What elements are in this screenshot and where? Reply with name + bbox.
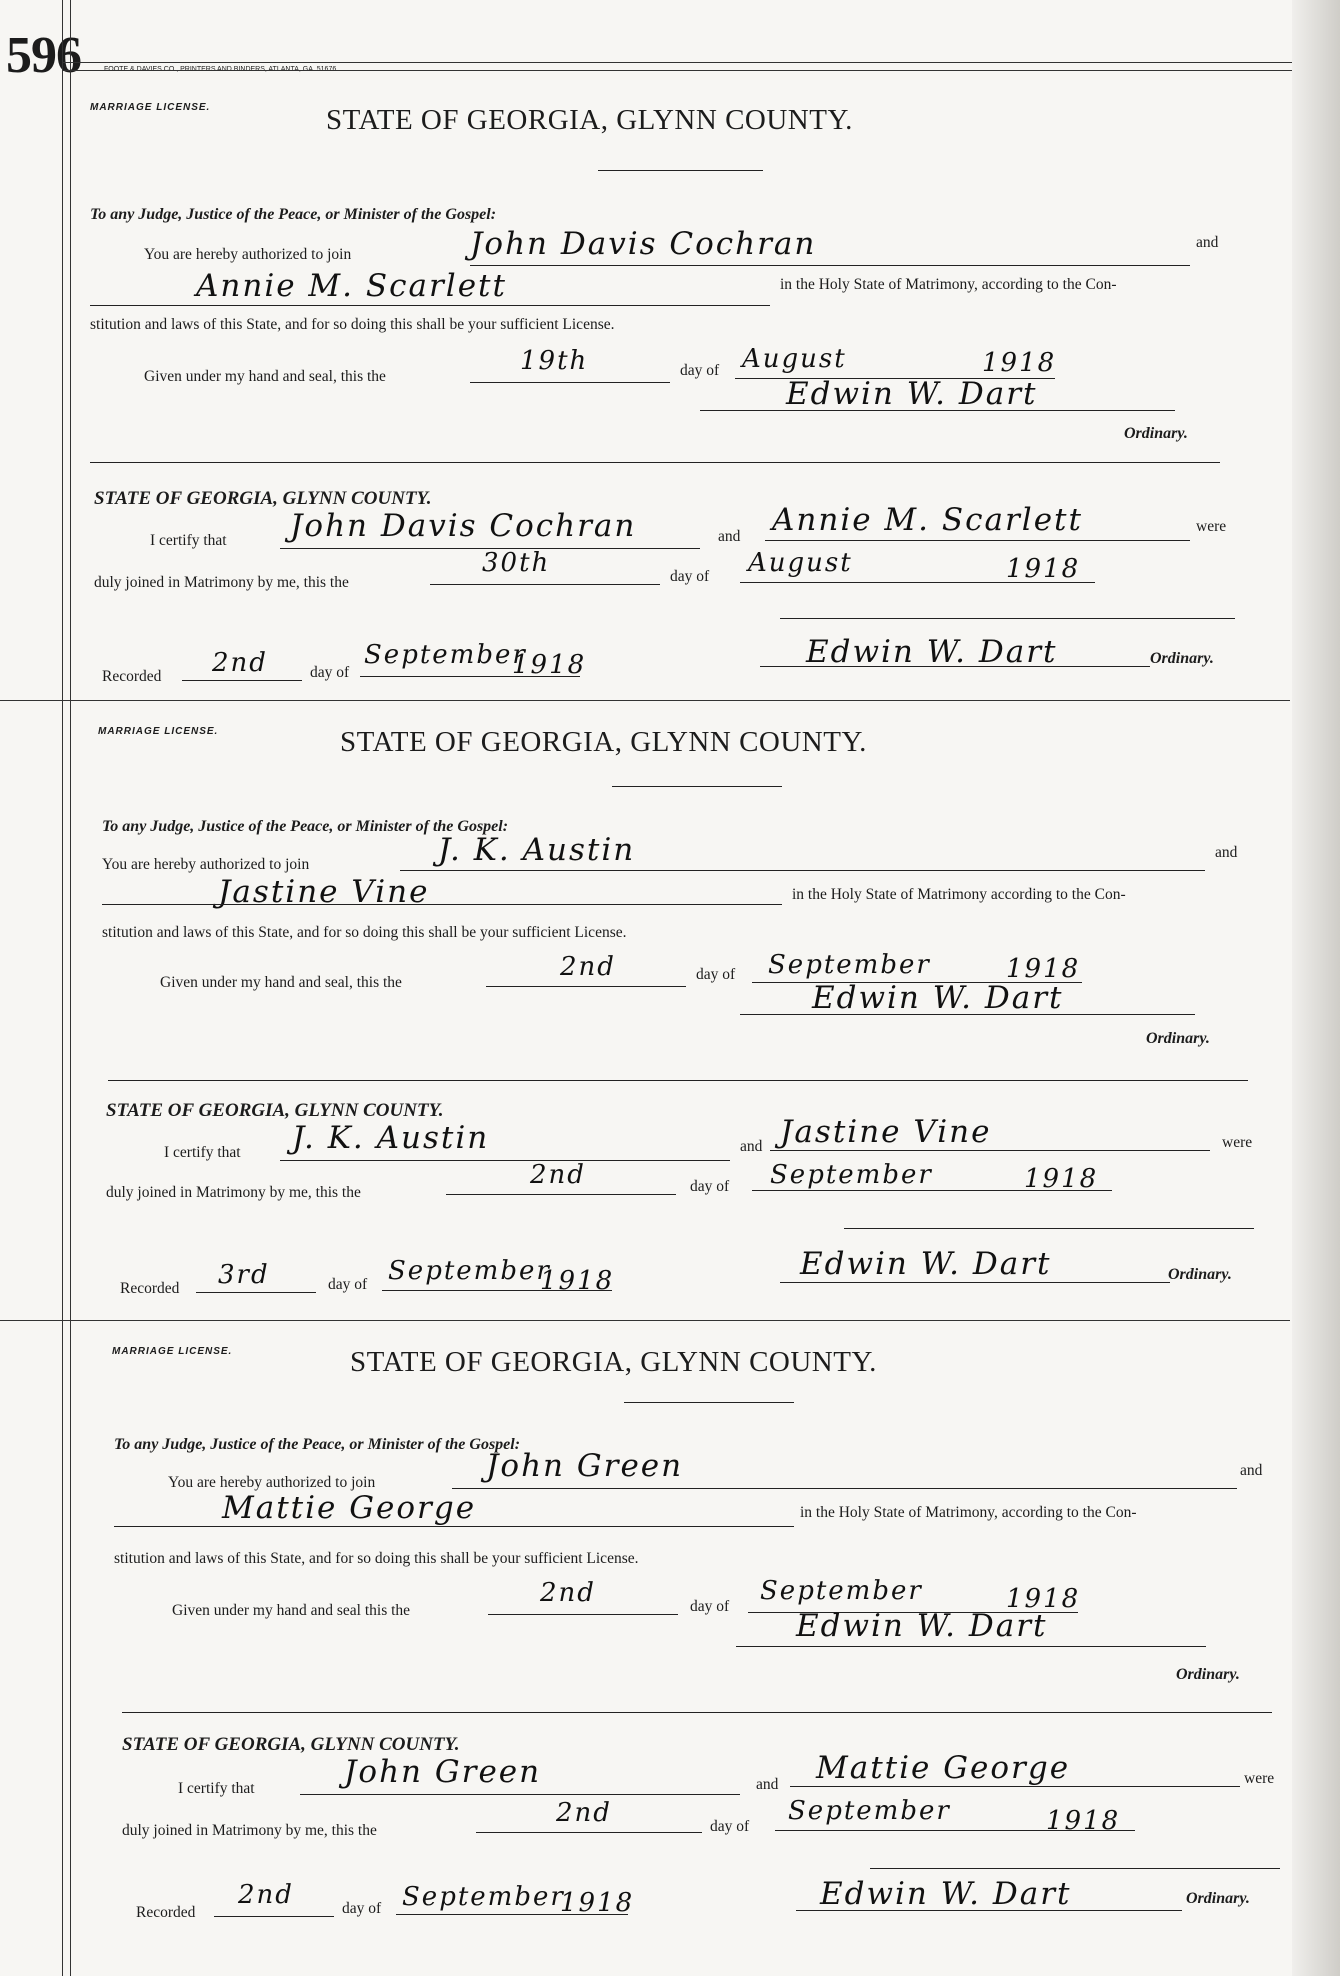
cert-bride-line: [790, 1786, 1240, 1787]
ordinary-label: Ordinary.: [1146, 1030, 1210, 1047]
recorded-day-line: [182, 680, 302, 681]
were-text: were: [1244, 1770, 1275, 1787]
day-of-text: day of: [696, 966, 736, 983]
certify-text: I certify that: [178, 1780, 255, 1797]
recorded-month-line: [360, 676, 580, 677]
section-divider: [108, 1080, 1248, 1081]
groom-name: John Davis Cochran: [470, 226, 817, 262]
marriage-year: 1918: [1046, 1806, 1121, 1836]
groom-name: J. K. Austin: [438, 832, 636, 868]
recorded-ordinary-label: Ordinary.: [1168, 1266, 1232, 1283]
ordinary-label: Ordinary.: [1176, 1666, 1240, 1683]
recorded-day-line: [214, 1916, 334, 1917]
marriage-day: 30th: [482, 548, 551, 578]
certify-text: I certify that: [150, 532, 227, 549]
cert-bride-name: Annie M. Scarlett: [772, 502, 1083, 538]
certificate-heading: STATE OF GEORGIA, GLYNN COUNTY.: [106, 1100, 444, 1121]
groom-line: [470, 265, 1190, 266]
cert-and-text: and: [718, 528, 741, 545]
top-rule-2: [62, 70, 1292, 71]
page-gutter-shadow: [1292, 0, 1340, 1976]
bride-name: Annie M. Scarlett: [196, 268, 507, 304]
bride-name: Jastine Vine: [218, 874, 430, 910]
heading-underline: [624, 1402, 794, 1403]
groom-line: [452, 1488, 1237, 1489]
license-label: MARRIAGE LICENSE.: [112, 1346, 233, 1357]
license-day-line: [488, 1614, 678, 1615]
heading-underline: [612, 786, 782, 787]
marriage-year: 1918: [1024, 1164, 1099, 1194]
cert-groom-name: John Davis Cochran: [290, 508, 637, 544]
and-text: and: [1196, 234, 1219, 251]
recorded-day-of: day of: [328, 1276, 368, 1293]
recorded-month-line: [382, 1290, 612, 1291]
addressee: To any Judge, Justice of the Peace, or Minister of the Gospel:: [114, 1436, 521, 1453]
marriage-month: August: [748, 548, 853, 578]
were-text: were: [1222, 1134, 1253, 1151]
license-year: 1918: [982, 348, 1057, 378]
constitution-text: stitution and laws of this State, and for so doing this shall be your sufficient License.: [90, 316, 615, 333]
addressee: To any Judge, Justice of the Peace, or Minister of the Gospel:: [90, 206, 497, 223]
given-text: Given under my hand and seal, this the: [144, 368, 386, 385]
recorded-day-of: day of: [310, 664, 350, 681]
authorized-text: You are hereby authorized to join: [144, 246, 352, 263]
recorded-signature-line: [796, 1910, 1182, 1911]
marriage-month-line: [775, 1830, 1135, 1831]
signature-line: [736, 1646, 1206, 1647]
cert-blank-line: [870, 1868, 1280, 1869]
marriage-day-of: day of: [670, 568, 710, 585]
signature-line: [700, 410, 1175, 411]
recorded-day: 2nd: [212, 648, 268, 678]
license-heading: STATE OF GEORGIA, GLYNN COUNTY.: [340, 726, 867, 758]
recorded-month-line: [396, 1914, 628, 1915]
day-of-text: day of: [680, 362, 720, 379]
cert-bride-line: [770, 1150, 1210, 1151]
license-day: 2nd: [540, 1578, 596, 1608]
holy-state-text: in the Holy State of Matrimony according to the Con-: [792, 886, 1126, 903]
recorded-day-of: day of: [342, 1900, 382, 1917]
cert-blank-line: [780, 618, 1235, 619]
recorded-day: 2nd: [238, 1880, 294, 1910]
cert-groom-name: J. K. Austin: [292, 1120, 490, 1156]
ordinary-signature: Edwin W. Dart: [786, 376, 1038, 412]
recorded-year: 1918: [512, 650, 587, 680]
recorded-day-line: [196, 1292, 316, 1293]
marriage-month-line: [752, 1190, 1112, 1191]
recorded-month: September: [364, 640, 527, 670]
left-margin-rule-2: [70, 0, 71, 1976]
recorded-signature: Edwin W. Dart: [800, 1246, 1052, 1282]
certificate-heading: STATE OF GEORGIA, GLYNN COUNTY.: [94, 488, 432, 509]
top-rule: [62, 62, 1292, 63]
cert-blank-line: [844, 1228, 1254, 1229]
recorded-year: 1918: [540, 1266, 615, 1296]
license-year: 1918: [1006, 1584, 1081, 1614]
record-separator-1: [0, 700, 1290, 701]
given-text: Given under my hand and seal, this the: [160, 974, 402, 991]
duly-joined-text: duly joined in Matrimony by me, this the: [106, 1184, 361, 1201]
bride-line: [102, 904, 782, 905]
recorded-signature-line: [760, 666, 1150, 667]
constitution-text: stitution and laws of this State, and for so doing this shall be your sufficient License.: [114, 1550, 639, 1567]
marriage-day-line: [430, 584, 660, 585]
page-number: 596: [6, 27, 81, 84]
recorded-year: 1918: [560, 1888, 635, 1918]
recorded-text: Recorded: [120, 1280, 180, 1297]
marriage-day: 2nd: [556, 1798, 612, 1828]
ordinary-signature: Edwin W. Dart: [796, 1608, 1048, 1644]
groom-line: [400, 870, 1205, 871]
marriage-day-of: day of: [690, 1178, 730, 1195]
recorded-signature: Edwin W. Dart: [806, 634, 1058, 670]
license-day-line: [470, 382, 670, 383]
record-separator-2: [0, 1320, 1290, 1321]
addressee: To any Judge, Justice of the Peace, or Minister of the Gospel:: [102, 818, 509, 835]
license-heading: STATE OF GEORGIA, GLYNN COUNTY.: [326, 104, 853, 136]
cert-groom-name: John Green: [344, 1754, 542, 1790]
license-day: 2nd: [560, 952, 616, 982]
certificate-heading: STATE OF GEORGIA, GLYNN COUNTY.: [122, 1734, 460, 1755]
cert-bride-line: [765, 540, 1190, 541]
ordinary-label: Ordinary.: [1124, 425, 1188, 442]
and-text: and: [1215, 844, 1238, 861]
license-month: August: [742, 344, 847, 374]
recorded-signature: Edwin W. Dart: [820, 1876, 1072, 1912]
heading-underline: [598, 170, 763, 171]
marriage-month: September: [788, 1796, 951, 1826]
license-month: September: [768, 950, 931, 980]
holy-state-text: in the Holy State of Matrimony, according to the Con-: [800, 1504, 1137, 1521]
recorded-month: September: [388, 1256, 551, 1286]
recorded-month: September: [402, 1882, 565, 1912]
bride-line: [114, 1526, 794, 1527]
cert-bride-name: Mattie George: [816, 1750, 1071, 1786]
constitution-text: stitution and laws of this State, and for so doing this shall be your sufficient License.: [102, 924, 627, 941]
given-text: Given under my hand and seal this the: [172, 1602, 411, 1619]
cert-groom-line: [300, 1794, 740, 1795]
license-heading: STATE OF GEORGIA, GLYNN COUNTY.: [350, 1346, 877, 1378]
and-text: and: [1240, 1462, 1263, 1479]
recorded-ordinary-label: Ordinary.: [1150, 650, 1214, 667]
printer-imprint: FOOTE & DAVIES CO., PRINTERS AND BINDERS, ATLANTA, GA. 51676.: [104, 66, 339, 73]
certify-text: I certify that: [164, 1144, 241, 1161]
marriage-day: 2nd: [530, 1160, 586, 1190]
marriage-day-line: [446, 1194, 676, 1195]
section-divider: [122, 1712, 1272, 1713]
license-day: 19th: [520, 346, 589, 376]
duly-joined-text: duly joined in Matrimony by me, this the: [94, 574, 349, 591]
recorded-signature-line: [780, 1282, 1170, 1283]
authorized-text: You are hereby authorized to join: [168, 1474, 376, 1491]
ordinary-signature: Edwin W. Dart: [812, 980, 1064, 1016]
duly-joined-text: duly joined in Matrimony by me, this the: [122, 1822, 377, 1839]
license-label: MARRIAGE LICENSE.: [98, 726, 219, 737]
marriage-month: September: [770, 1160, 933, 1190]
recorded-text: Recorded: [136, 1904, 196, 1921]
recorded-text: Recorded: [102, 668, 162, 685]
cert-groom-line: [280, 1160, 730, 1161]
signature-line: [740, 1014, 1195, 1015]
left-margin-rule: [62, 0, 63, 1976]
section-divider: [90, 462, 1220, 463]
were-text: were: [1196, 518, 1227, 535]
authorized-text: You are hereby authorized to join: [102, 856, 310, 873]
holy-state-text: in the Holy State of Matrimony, according to the Con-: [780, 276, 1117, 293]
cert-and-text: and: [756, 1776, 779, 1793]
bride-name: Mattie George: [222, 1490, 477, 1526]
license-label: MARRIAGE LICENSE.: [90, 102, 211, 113]
marriage-day-line: [476, 1832, 702, 1833]
bride-line: [90, 305, 770, 306]
cert-bride-name: Jastine Vine: [780, 1114, 992, 1150]
license-year: 1918: [1006, 954, 1081, 984]
marriage-month-line: [740, 582, 1095, 583]
groom-name: John Green: [486, 1448, 684, 1484]
recorded-ordinary-label: Ordinary.: [1186, 1890, 1250, 1907]
license-day-line: [486, 986, 686, 987]
day-of-text: day of: [690, 1598, 730, 1615]
marriage-day-of: day of: [710, 1818, 750, 1835]
marriage-year: 1918: [1006, 554, 1081, 584]
cert-and-text: and: [740, 1138, 763, 1155]
recorded-day: 3rd: [218, 1260, 270, 1290]
license-month: September: [760, 1576, 923, 1606]
